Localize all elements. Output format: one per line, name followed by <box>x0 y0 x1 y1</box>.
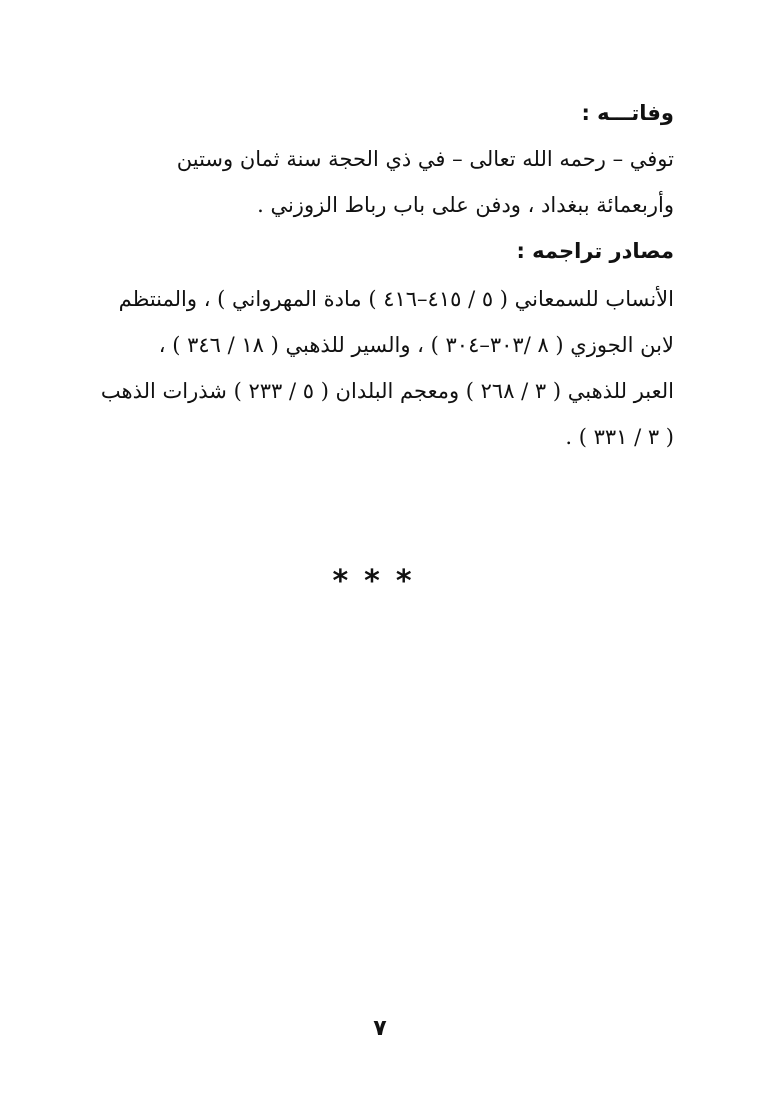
paragraph-line: توفي – رحمه الله تعالى – في ذي الحجة سنة ثمان وستين <box>176 147 674 171</box>
paragraph-line: الأنساب للسمعاني ( ٥ / ٤١٥–٤١٦ ) مادة المهرواني ) ، والمنتظم <box>118 287 674 311</box>
paragraph-line: ( ٣ / ٣٣١ ) . <box>565 425 674 449</box>
death-heading: وفاتـــه : <box>581 101 674 125</box>
sources-heading: مصادر تراجمه : <box>516 239 674 263</box>
section-separator: *** <box>332 564 428 599</box>
paragraph-line: العبر للذهبي ( ٣ / ٢٦٨ ) ومعجم البلدان ( ٥ / ٢٣٣ ) شذرات الذهب <box>100 379 674 403</box>
paragraph-line: لابن الجوزي ( ٨ /٣٠٣–٣٠٤ ) ، والسير للذهبي ( ١٨ / ٣٤٦ ) ، <box>158 333 674 357</box>
death-paragraph <box>86 136 674 228</box>
sources-paragraph <box>86 276 674 460</box>
paragraph-line: وأربعمائة ببغداد ، ودفن على باب رباط الزوزني . <box>257 193 674 217</box>
page-number: ٧ <box>373 1016 387 1041</box>
